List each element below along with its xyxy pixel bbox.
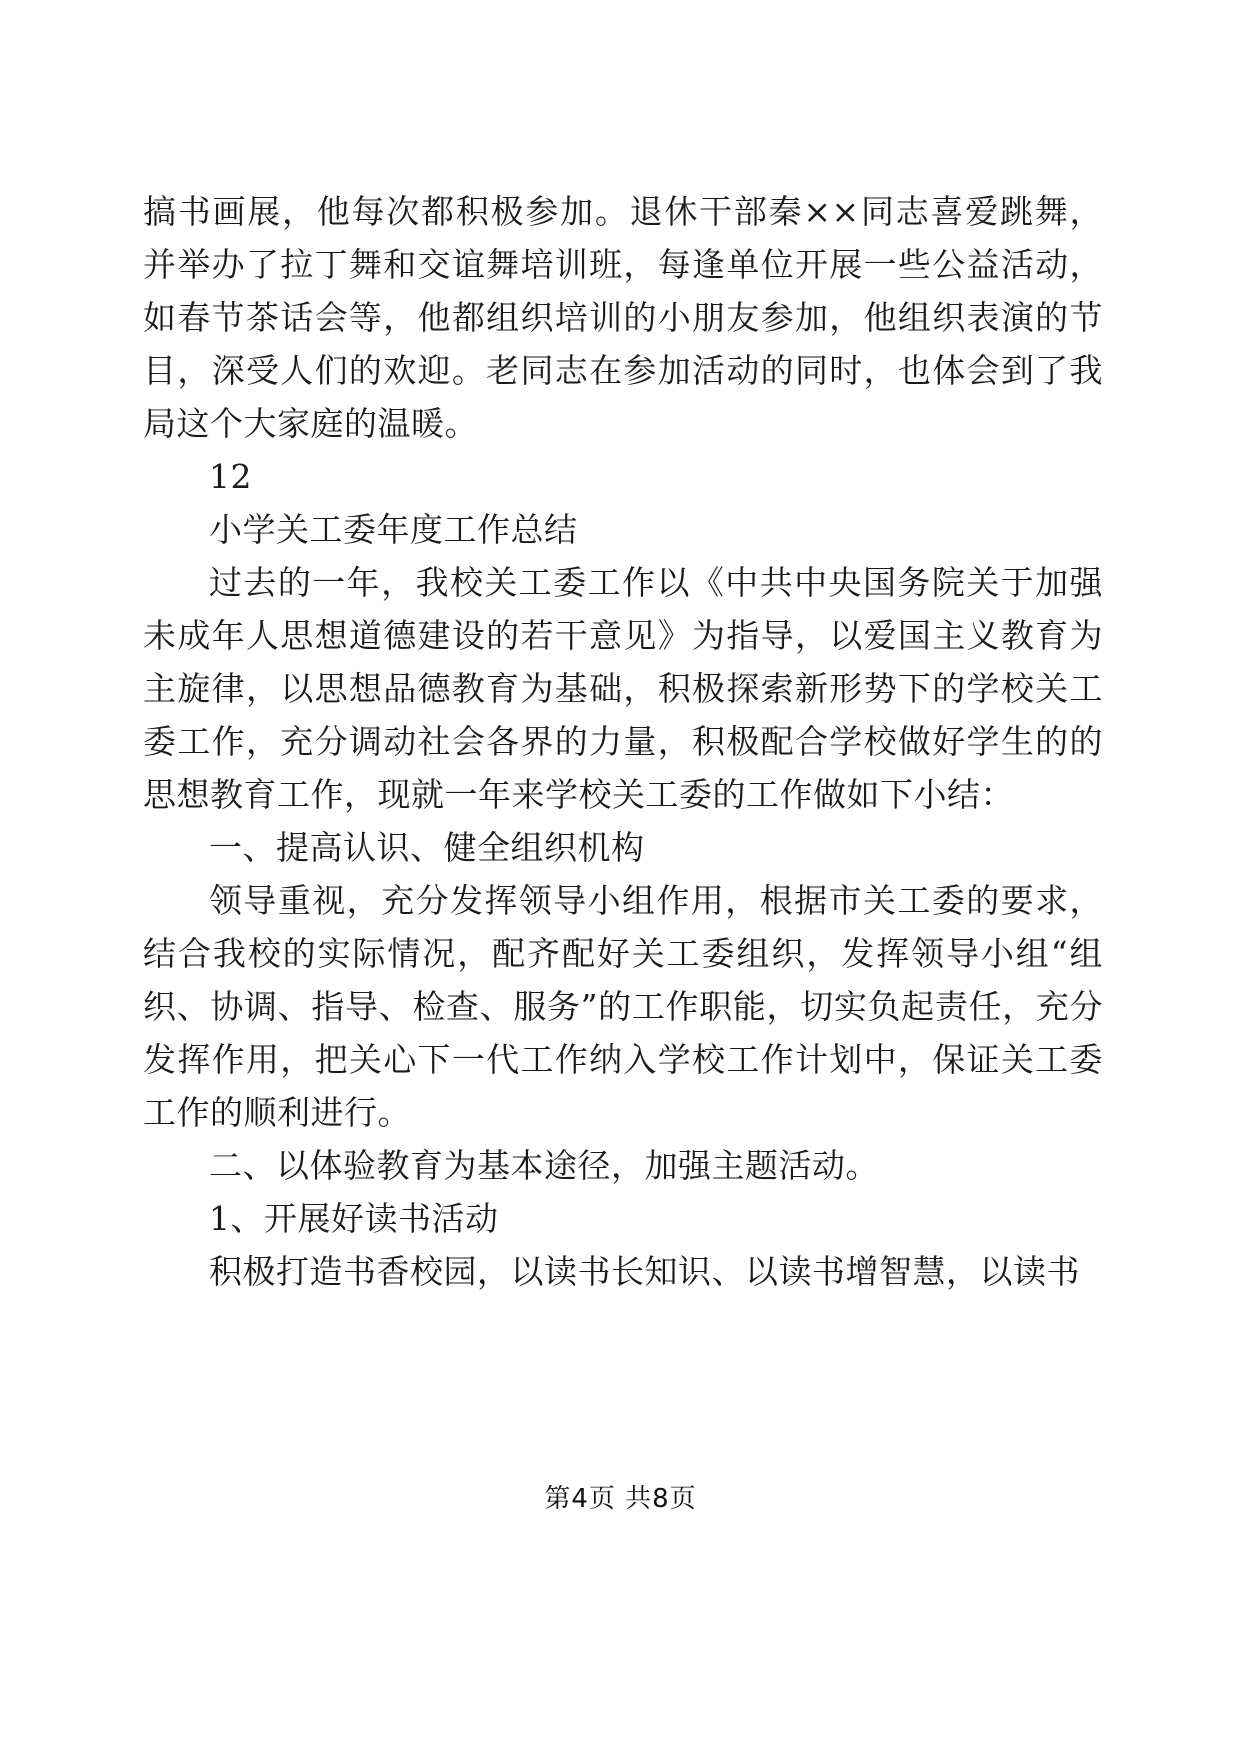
document-body — [143, 185, 1103, 1298]
paragraph-heading-two: 二、以体验教育为基本途径，加强主题活动。 — [209, 1146, 879, 1185]
paragraph-section-title: 小学关工委年度工作总结 — [209, 510, 578, 549]
paragraph: 过去的一年，我校关工委工作以《中共中央国务院关于加强未成年人思想道德建设的若干意见》为指导，以爱国主义教育为主旋律，以思想品德教育为基础，积极探索新形势下的学校关工委工作，充分调动社会各界的力量，积极配合学校做好学生的的思想教育工作，现就一年来学校关工委的工作做如下小结： — [143, 563, 1103, 814]
paragraph-heading-one: 一、提高认识、健全组织机构 — [209, 828, 645, 867]
paragraph-section-number: 12 — [209, 457, 252, 496]
paragraph: 领导重视，充分发挥领导小组作用，根据市关工委的要求，结合我校的实际情况，配齐配好关工委组织，发挥领导小组“组织、协调、指导、检查、服务”的工作职能，切实负起责任，充分发挥作用，把关心下一代工作纳入学校工作计划中，保证关工委工作的顺利进行。 — [143, 881, 1103, 1132]
page-footer: 第4页 共8页 — [544, 1484, 697, 1514]
paragraph-list-item: 1、开展好读书活动 — [209, 1199, 499, 1238]
paragraph: 搞书画展，他每次都积极参加。退休干部秦××同志喜爱跳舞，并举办了拉丁舞和交谊舞培训班，每逢单位开展一些公益活动，如春节茶话会等，他都组织培训的小朋友参加，他组织表演的节目，深受人们的欢迎。老同志在参加活动的同时，也体会到了我局这个大家庭的温暖。 — [143, 192, 1103, 443]
paragraph: 积极打造书香校园，以读书长知识、以读书增智慧，以读书 — [209, 1252, 1080, 1291]
